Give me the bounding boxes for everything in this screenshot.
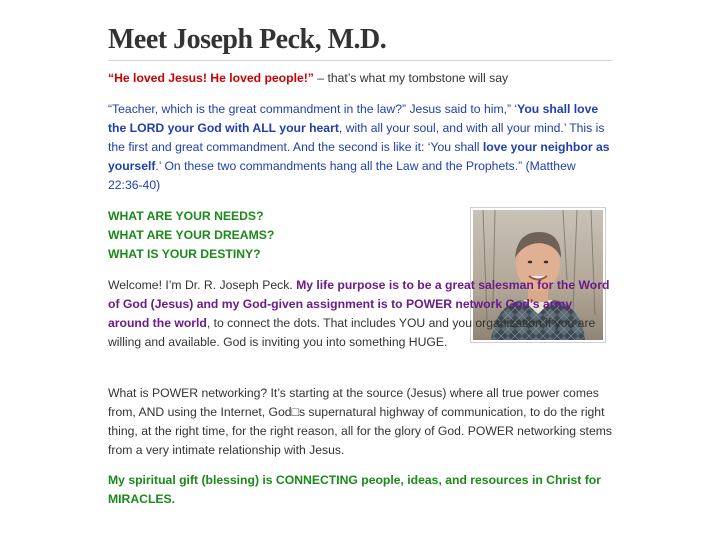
question-destiny: WHAT IS YOUR DESTINY? — [108, 247, 261, 261]
scripture-part-3: .’ On these two commandments hang all the Law and the Prophets.” (Matthew 22:36-40) — [108, 159, 576, 192]
question-dreams: WHAT ARE YOUR DREAMS? — [108, 228, 275, 242]
welcome-paragraph — [108, 276, 613, 352]
tombstone-rest: – that’s what my tombstone will say — [313, 71, 509, 85]
question-needs: WHAT ARE YOUR NEEDS? — [108, 209, 264, 223]
welcome-intro: Welcome! I’m Dr. R. Joseph Peck. — [108, 278, 297, 292]
scripture-quote — [108, 100, 613, 195]
tombstone-quote: “He loved Jesus! He loved people!” — [108, 71, 314, 85]
spiritual-gift-paragraph: My spiritual gift (blessing) is CONNECTING people, ideas, and resources in Christ for MIRACLES. — [108, 473, 601, 506]
scripture-bold-2: love your neighbor as yourself — [108, 140, 610, 173]
scripture-bold-1: You shall love the LORD your God with ALL your heart — [108, 102, 599, 135]
title-divider — [108, 60, 613, 61]
page-content — [108, 24, 613, 506]
tombstone-line — [108, 69, 508, 88]
scripture-part-1: “Teacher, which is the great commandment in the law?” Jesus said to him,” ‘ — [108, 102, 518, 116]
questions-block — [108, 207, 274, 264]
power-networking-paragraph: What is POWER networking? It’s starting at the source (Jesus) where all true power comes from, AND using the Internet, God□s supernatural highway of communication, to do the right thing, at the right time, for the right reason, all for the glory of God. POWER networking stems from a very intimate relationship with Jesus. — [108, 386, 612, 457]
welcome-rest: , to connect the dots. That includes YOU and you organization if you are willing and available. God is inviting you into something HUGE. — [108, 316, 596, 349]
scripture-part-2: , with all your soul, and with all your mind.’ This is the first and great commandment. And the second is like it: ‘You shall — [108, 121, 605, 154]
page-title: Meet Joseph Peck, M.D. — [108, 24, 387, 55]
welcome-purpose: My life purpose is to be a great salesman for the Word of God (Jesus) and my God-given assignment is to POWER network God’s army around the world — [108, 278, 610, 330]
